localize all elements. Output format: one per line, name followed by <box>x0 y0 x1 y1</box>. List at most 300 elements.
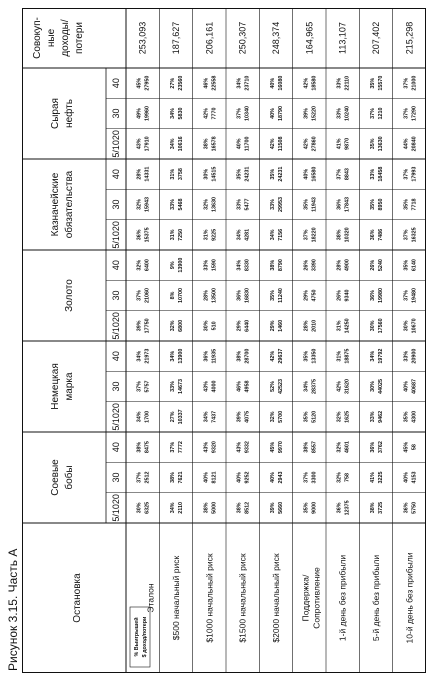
period-label: 40 <box>111 169 121 180</box>
profit-value: 15570 <box>378 75 384 91</box>
win-percent-value: 33% <box>170 199 176 210</box>
period-label: 40 <box>111 78 121 89</box>
profit-value: 44025 <box>378 379 384 394</box>
period-label: 40 <box>111 260 121 271</box>
profit-value: 1625 <box>344 410 351 423</box>
profit-value: 13630 <box>211 197 218 212</box>
profit-value: 15375 <box>144 227 151 243</box>
win-percent-value: 35% <box>403 411 410 423</box>
profit-value: 22558 <box>211 75 218 91</box>
profit-value: 58 <box>411 444 418 451</box>
profit-value: 15943 <box>144 197 151 212</box>
profit-value: 6325 <box>144 501 151 514</box>
profit-value: 13500 <box>211 288 218 303</box>
profit-value: 7718 <box>411 198 418 211</box>
profit-value: 8557 <box>311 441 318 454</box>
win-percent-value: 34% <box>170 502 176 514</box>
profit-value: 8843 <box>344 168 351 181</box>
win-percent-value: 37% <box>170 441 176 453</box>
row-total: 164,965 <box>304 21 315 55</box>
profit-value: 18580 <box>311 75 318 91</box>
profit-value: 15220 <box>311 106 318 121</box>
profit-value: 1460 <box>278 319 284 332</box>
win-percent-value: 39% <box>236 411 243 423</box>
figure-title: Рисунок 3.15. Часть А <box>6 548 20 671</box>
win-percent-value: 27% <box>170 77 176 89</box>
win-percent-value: 38% <box>303 441 310 453</box>
win-percent-value: 43% <box>203 381 210 392</box>
profit-value: 18790 <box>278 106 284 121</box>
profit-value: 27860 <box>311 136 318 152</box>
row-label: 10-й день без прибыли <box>404 552 415 644</box>
period-label: 30 <box>111 199 121 210</box>
win-percent-value: 37% <box>136 381 143 392</box>
profit-value: 5660 <box>278 501 284 514</box>
profit-value: 10616 <box>178 136 184 152</box>
win-percent-value: 37% <box>370 108 376 119</box>
profit-value: 14673 <box>178 379 184 394</box>
profit-value: 6800 <box>178 319 184 332</box>
win-percent-value: 34% <box>136 350 143 362</box>
profit-value: 3725 <box>378 501 384 514</box>
win-percent-value: 52% <box>270 381 276 392</box>
market-name: Казначейские <box>50 172 61 237</box>
win-percent-value: 35% <box>370 138 376 150</box>
win-percent-value: 40% <box>203 472 210 483</box>
profit-value: 22110 <box>344 75 351 91</box>
profit-value: 9462 <box>378 410 384 423</box>
market-name: Сырая <box>50 98 61 129</box>
win-percent-value: 32% <box>336 472 343 483</box>
win-percent-value: 43% <box>236 441 243 453</box>
win-percent-value: 31% <box>336 350 343 362</box>
profit-value: 4153 <box>411 471 418 484</box>
win-percent-value: 29% <box>236 320 243 332</box>
win-percent-value: 39% <box>136 320 143 332</box>
win-percent-value: 9% <box>170 261 176 270</box>
win-percent-value: 38% <box>136 441 143 453</box>
win-percent-value: 40% <box>270 472 276 483</box>
win-percent-value: 40% <box>270 77 276 89</box>
profit-value: 21000 <box>411 75 418 91</box>
profit-value: 9340 <box>344 289 351 302</box>
row-total: 187,627 <box>171 21 181 55</box>
win-percent-value: 36% <box>370 441 376 453</box>
profit-value: 18458 <box>378 166 384 182</box>
row-total: 113,107 <box>337 22 348 54</box>
profit-value: 11700 <box>244 136 251 152</box>
profit-value: 19960 <box>144 106 151 121</box>
win-percent-value: 30% <box>370 320 376 332</box>
win-percent-value: 31% <box>170 229 176 241</box>
win-percent-value: 32% <box>170 320 176 332</box>
profit-value: 19792 <box>378 348 384 364</box>
win-percent-value: 32% <box>336 411 343 423</box>
win-percent-value: 28% <box>303 320 310 332</box>
period-label: 5/1020 <box>111 221 121 249</box>
win-percent-value: 34% <box>170 108 176 119</box>
profit-value: 5477 <box>244 198 251 211</box>
profit-value: 5000 <box>211 501 218 514</box>
row-label: Сопротивление <box>311 567 322 629</box>
win-percent-value: 38% <box>236 350 243 362</box>
profit-value: 42523 <box>278 379 284 394</box>
win-percent-value: 42% <box>203 108 210 119</box>
row-label: $1500 начальный риск <box>237 553 248 643</box>
win-percent-value: 26% <box>303 259 310 271</box>
win-percent-value: 41% <box>370 472 376 483</box>
win-percent-value: 26% <box>370 259 376 271</box>
win-percent-value: 37% <box>403 168 410 180</box>
win-percent-value: 37% <box>236 108 243 119</box>
profit-value: 6140 <box>411 259 418 272</box>
profit-value: 14331 <box>144 166 151 182</box>
profit-value: 10320 <box>344 227 351 243</box>
profit-value: 29953 <box>278 197 284 212</box>
win-percent-value: 40% <box>403 472 410 483</box>
total-column-header: ные <box>46 28 57 48</box>
profit-value: 4075 <box>244 410 251 423</box>
market-name: обязательства <box>64 170 75 239</box>
win-percent-value: 46% <box>236 381 243 392</box>
win-percent-value: 35% <box>303 199 310 210</box>
win-percent-value: 40% <box>236 138 243 150</box>
profit-value: 4601 <box>344 441 351 454</box>
win-percent-value: 46% <box>203 77 210 89</box>
profit-value: 2110 <box>178 501 184 514</box>
profit-value: 24231 <box>244 166 251 182</box>
profit-value: 6440 <box>244 319 251 332</box>
win-percent-value: 35% <box>370 77 376 89</box>
profit-value: 20900 <box>411 348 418 364</box>
win-percent-value: 36% <box>370 229 376 241</box>
profit-value: 13630 <box>378 136 384 152</box>
win-percent-value: 43% <box>203 441 210 453</box>
win-percent-value: 39% <box>303 108 310 119</box>
profit-value: 10670 <box>411 318 418 334</box>
win-percent-value: 35% <box>303 350 310 362</box>
period-label: 40 <box>111 442 121 453</box>
period-label: 30 <box>111 108 121 119</box>
profit-value: 7486 <box>378 228 384 241</box>
win-percent-value: 33% <box>403 350 410 362</box>
win-percent-value: 36% <box>370 290 376 301</box>
win-percent-value: 34% <box>170 138 176 150</box>
profit-value: 24231 <box>278 166 284 182</box>
win-percent-value: 34% <box>303 381 310 392</box>
profit-value: 4958 <box>244 380 251 393</box>
period-label: 5/1020 <box>111 130 121 158</box>
period-label: 30 <box>111 381 121 392</box>
period-label: 5/1020 <box>111 312 121 340</box>
win-percent-value: 35% <box>303 411 310 423</box>
profit-value: 13900 <box>178 348 184 364</box>
market-name: нефть <box>64 99 75 128</box>
profit-value: 5757 <box>144 380 151 393</box>
period-label: 30 <box>111 290 121 301</box>
row-total: 250,307 <box>237 21 248 55</box>
row-total: 253,093 <box>137 21 148 55</box>
win-percent-value: 35% <box>270 168 276 180</box>
win-percent-value: 37% <box>336 168 343 180</box>
profit-value: 3762 <box>378 441 384 454</box>
profit-value: 7156 <box>278 228 284 241</box>
win-percent-value: 34% <box>370 350 376 362</box>
profit-value: 21060 <box>144 288 151 303</box>
win-percent-value: 35% <box>303 502 310 514</box>
win-percent-value: 42% <box>270 350 276 362</box>
win-percent-value: 42% <box>336 381 343 392</box>
win-percent-value: 33% <box>336 108 343 119</box>
profit-value: 4750 <box>311 289 318 302</box>
profit-value: 2512 <box>144 471 151 484</box>
win-percent-value: 40% <box>403 381 410 392</box>
period-label: 30 <box>111 472 121 483</box>
profit-value: 17993 <box>411 166 418 182</box>
win-percent-value: 42% <box>303 138 310 150</box>
profit-value: 29637 <box>278 348 284 364</box>
market-name: бобы <box>64 465 75 490</box>
profit-value: 4281 <box>244 228 251 241</box>
profit-value: 4900 <box>344 259 351 272</box>
profit-value: 4300 <box>411 410 418 423</box>
profit-value: 18875 <box>344 348 351 364</box>
win-percent-value: 36% <box>336 199 343 210</box>
row-label: Эталон <box>145 583 156 613</box>
profit-value: 1590 <box>211 259 218 272</box>
row-label: 1-й день без прибыли <box>337 554 348 642</box>
profit-value: 2943 <box>278 471 284 484</box>
profit-value: 9332 <box>244 441 251 454</box>
win-percent-value: 36% <box>203 350 210 362</box>
win-percent-value: 38% <box>203 138 210 150</box>
profit-value: 11240 <box>278 288 284 303</box>
win-percent-value: 26% <box>336 290 343 301</box>
total-column-header: Совокуп- <box>32 17 43 59</box>
profit-value: 13900 <box>178 257 184 273</box>
win-percent-value: 43% <box>136 138 143 150</box>
win-percent-value: 40% <box>270 108 276 119</box>
profit-value: 11508 <box>278 136 284 152</box>
row-total: 248,374 <box>271 21 281 55</box>
win-percent-value: 45% <box>270 441 276 453</box>
win-percent-value: 35% <box>370 199 376 210</box>
profit-value: 16830 <box>244 288 251 303</box>
win-percent-value: 30% <box>203 168 210 180</box>
total-column-header: доходы/ <box>60 19 71 57</box>
profit-value: 17910 <box>144 136 151 152</box>
profit-value: 6400 <box>144 259 151 272</box>
win-percent-value: 33% <box>336 77 343 89</box>
win-percent-value: 36% <box>336 502 343 514</box>
profit-value: 17560 <box>378 318 384 334</box>
row-label: Поддержка/ <box>300 574 311 622</box>
win-percent-value: 30% <box>403 320 410 332</box>
profit-value: 5700 <box>278 410 284 423</box>
win-percent-value: 37% <box>403 108 410 119</box>
win-percent-value: 38% <box>236 502 243 514</box>
profit-value: 4000 <box>211 380 218 393</box>
profit-value: 40687 <box>411 379 418 394</box>
profit-value: 5750 <box>411 501 418 514</box>
win-percent-value: 31% <box>170 168 176 180</box>
win-percent-value: 38% <box>170 472 176 483</box>
win-percent-value: 36% <box>403 502 410 514</box>
win-percent-value: 33% <box>270 199 276 210</box>
win-percent-value: 38% <box>336 229 343 241</box>
row-total: 215,298 <box>404 21 415 55</box>
win-percent-value: 37% <box>403 229 410 241</box>
row-total: 207,402 <box>371 21 381 55</box>
win-percent-value: 34% <box>203 411 210 423</box>
win-percent-value: 34% <box>236 229 243 241</box>
win-percent-value: 42% <box>303 77 310 89</box>
profit-value: 8475 <box>144 441 151 454</box>
profit-value: 16578 <box>211 136 218 152</box>
profit-value: 5468 <box>178 198 184 211</box>
profit-value: 3390 <box>311 259 318 272</box>
profit-value: 10337 <box>178 409 184 425</box>
profit-value: 10340 <box>244 106 251 121</box>
legend-dollar-label: $ доход/потери <box>142 616 148 658</box>
profit-value: 16325 <box>411 227 418 243</box>
profit-value: 3225 <box>378 471 384 484</box>
profit-value: 17843 <box>344 197 351 212</box>
win-percent-value: 37% <box>136 472 143 483</box>
profit-value: 13350 <box>311 348 318 364</box>
win-percent-value: 40% <box>303 168 310 180</box>
win-percent-value: 41% <box>336 138 343 150</box>
win-percent-value: 32% <box>136 259 143 271</box>
win-percent-value: 8% <box>170 291 176 300</box>
win-percent-value: 45% <box>136 77 143 89</box>
profit-value: 7250 <box>178 228 184 241</box>
win-percent-value: 36% <box>236 290 243 301</box>
win-percent-value: 33% <box>236 199 243 210</box>
row-label: 5-й день без прибыли <box>371 554 381 642</box>
profit-value: 510 <box>211 321 218 331</box>
win-percent-value: 38% <box>270 259 276 271</box>
profit-value: 5240 <box>378 259 384 272</box>
period-label: 40 <box>111 351 121 362</box>
legend-win-label: % Выигрышей <box>134 617 140 657</box>
win-percent-value: 28% <box>336 259 343 271</box>
profit-value: 19980 <box>378 288 384 303</box>
win-percent-value: 33% <box>170 381 176 392</box>
win-percent-value: 32% <box>136 199 143 210</box>
profit-value: 20840 <box>411 136 418 152</box>
win-percent-value: 30% <box>370 381 376 392</box>
win-percent-value: 36% <box>136 229 143 241</box>
profit-value: 9252 <box>244 471 251 484</box>
profit-value: 9000 <box>311 501 318 514</box>
row-total: 206,161 <box>204 21 215 55</box>
win-percent-value: 35% <box>403 199 410 210</box>
win-percent-value: 49% <box>136 108 143 119</box>
win-percent-value: 38% <box>370 502 376 514</box>
win-percent-value: 34% <box>136 411 143 423</box>
win-percent-value: 35% <box>403 259 410 271</box>
profit-value: 11943 <box>311 197 318 212</box>
profit-value: 3300 <box>311 471 318 484</box>
win-percent-value: 38% <box>203 502 210 514</box>
profit-value: 758 <box>344 473 351 482</box>
profit-value: 7437 <box>211 410 218 423</box>
profit-value: 1210 <box>378 107 384 120</box>
win-percent-value: 44% <box>403 138 410 150</box>
win-percent-value: 29% <box>303 290 310 301</box>
win-percent-value: 32% <box>203 199 210 210</box>
win-percent-value: 35% <box>236 168 243 180</box>
win-percent-value: 40% <box>236 472 243 483</box>
win-percent-value: 37% <box>303 229 310 241</box>
profit-value: 10700 <box>178 288 184 303</box>
stop-column-header: Остановка <box>72 573 83 623</box>
win-percent-value: 42% <box>270 138 276 150</box>
win-percent-value: 34% <box>170 350 176 362</box>
win-percent-value: 29% <box>270 320 276 332</box>
market-name: Золото <box>64 279 75 312</box>
profit-value: 9225 <box>211 228 218 241</box>
profit-value: 12375 <box>344 500 351 516</box>
row-label: $500 начальный риск <box>171 555 181 641</box>
profit-value: 7770 <box>211 107 218 120</box>
win-percent-value: 33% <box>203 259 210 271</box>
profit-value: 5830 <box>178 107 184 120</box>
profit-value: 19480 <box>411 288 418 303</box>
profit-value: 2010 <box>311 319 318 332</box>
profit-value: 21973 <box>144 348 151 364</box>
profit-value: 14250 <box>344 318 351 334</box>
profit-value: 8121 <box>211 471 218 484</box>
profit-value: 28375 <box>311 379 318 394</box>
win-percent-value: 35% <box>270 290 276 301</box>
win-percent-value: 31% <box>336 320 343 332</box>
win-percent-value: 45% <box>403 441 410 453</box>
profit-value: 28700 <box>244 348 251 364</box>
win-percent-value: 33% <box>370 168 376 180</box>
profit-value: 9870 <box>344 137 351 150</box>
profit-value: 1700 <box>144 410 151 423</box>
profit-value: 9970 <box>278 441 284 454</box>
profit-value: 3758 <box>178 168 184 181</box>
profit-value: 23710 <box>244 75 251 91</box>
data-table <box>22 8 426 673</box>
win-percent-value: 33% <box>370 411 376 423</box>
profit-value: 5120 <box>311 410 318 423</box>
profit-value: 8330 <box>244 259 251 272</box>
period-label: 5/1020 <box>111 403 121 431</box>
profit-value: 8790 <box>278 259 284 272</box>
win-percent-value: 37% <box>403 290 410 301</box>
profit-value: 9320 <box>211 441 218 454</box>
profit-value: 16080 <box>278 75 284 91</box>
profit-value: 31620 <box>344 379 351 394</box>
profit-value: 10240 <box>344 106 351 121</box>
period-label: 5/1020 <box>111 494 121 522</box>
market-name: марка <box>64 372 75 401</box>
win-percent-value: 28% <box>203 290 210 301</box>
win-percent-value: 27% <box>170 411 176 423</box>
win-percent-value: 37% <box>403 77 410 89</box>
win-percent-value: 34% <box>236 77 243 89</box>
win-percent-value: 31% <box>203 229 210 241</box>
profit-value: 7772 <box>178 441 184 454</box>
win-percent-value: 32% <box>270 411 276 423</box>
win-percent-value: 37% <box>136 290 143 301</box>
profit-value: 7621 <box>178 471 184 484</box>
profit-value: 8512 <box>244 501 251 514</box>
